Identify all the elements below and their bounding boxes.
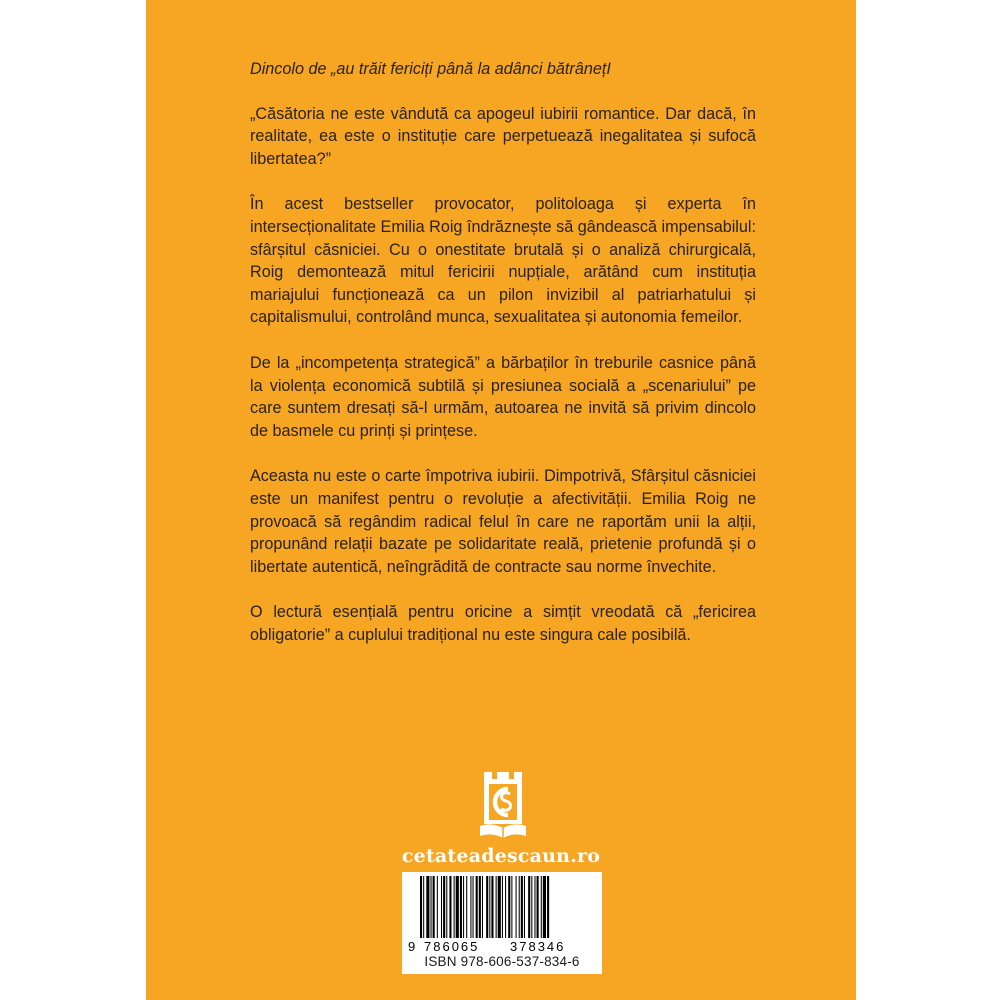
barcode-bar (443, 876, 445, 938)
isbn-number: ISBN 978-606-537-834-6 (424, 954, 580, 969)
barcode-bar (521, 876, 523, 938)
barcode-bar (463, 876, 464, 938)
barcode-bar (491, 876, 493, 938)
barcode-digit-prefix: 9 (408, 939, 416, 954)
blurb-text (250, 58, 756, 669)
barcode-bar (454, 876, 455, 938)
barcode-bar (489, 876, 490, 938)
barcode-bar (524, 876, 525, 938)
barcode-bar (449, 876, 451, 938)
barcode-bar (508, 876, 510, 938)
barcode-bar (486, 876, 488, 938)
barcode-bar (456, 876, 459, 938)
book-back-cover (146, 0, 856, 1000)
blurb-paragraph: „Căsătoria ne este vândută ca apogeul iubirii romantice. Dar dacă, în realitate, ea este o instituție care perpetuează inegalitatea și sufocă libertatea?” (250, 104, 756, 168)
barcode-bar (460, 876, 462, 938)
barcode-bar (537, 876, 539, 938)
barcode-bar (534, 876, 535, 938)
barcode-bar (528, 876, 530, 938)
barcode-bar (466, 876, 467, 938)
barcode-bar (437, 876, 438, 938)
barcode-bar (531, 876, 532, 938)
subtitle: Dincolo de „au trăit fericiți până la adânci bătrânețI (250, 60, 611, 78)
barcode-bar (511, 876, 512, 938)
barcode-bar (498, 876, 501, 938)
publisher-logo-icon (480, 770, 526, 840)
barcode-bar (519, 876, 520, 938)
barcode-bar (473, 876, 474, 938)
barcode-bar (426, 876, 429, 938)
barcode-bar (482, 876, 483, 938)
barcode-bar (420, 876, 422, 938)
barcode-bar (423, 876, 424, 938)
publisher-website: cetateadescaun.ro (401, 845, 601, 867)
barcode-digits-group2: 378346 (510, 939, 566, 954)
barcode-bar (502, 876, 503, 938)
blurb-paragraph: De la „incompetența strategică” a bărbaților în treburile casnice până la violența economică subtilă și presiunea socială a „scenariului” pe care suntem dresați să-l urmăm, autoarea ne invită să privim dincolo de basmele cu prinți și prințese. (250, 353, 756, 440)
blurb-paragraph: Aceasta nu este o carte împotriva iubirii. Dimpotrivă, Sfârșitul căsniciei este un manifest pentru o revoluție a afectivității. Emilia Roig ne provoacă să regândim radical felul în care ne raportăm unii la alții, propunând relații bazate pe solidaritate reală, prietenie profundă și o libertate autentică, neîngrădită de contracte sau norme învechite. (250, 467, 756, 576)
barcode (402, 872, 602, 974)
barcode-bar (547, 876, 549, 938)
barcode-bar (505, 876, 506, 938)
barcode-bar (543, 876, 546, 938)
barcode-bar (446, 876, 447, 938)
barcode-bar (431, 876, 432, 938)
barcode-bar (541, 876, 542, 938)
barcode-bar (470, 876, 471, 938)
blurb-paragraph: O lectură esențială pentru oricine a simțit vreodată că „fericirea obligatorie” a cuplului tradițional nu este singura cale posibilă. (250, 603, 756, 644)
barcode-bar (496, 876, 497, 938)
barcode-bar (516, 876, 517, 938)
barcode-bar (476, 876, 478, 938)
barcode-bars (402, 872, 602, 954)
barcode-digits-group1: 786065 (424, 939, 480, 954)
barcode-bar (441, 876, 442, 938)
blurb-paragraph: În acest bestseller provocator, politoloaga și experta în intersecționalitate Emilia Roig îndrăznește să gândească impensabilul: sfârșitul căsniciei. Cu o onestitate brutală și o analiză chirurgicală, Roig demontează mitul fericirii nupțiale, arătând cum instituția mariajului funcționează ca un pilon invizibil al patriarhatului și capitalismului, controlând munca, sexualitatea și autonomia femeilor. (250, 195, 756, 327)
barcode-bar (433, 876, 435, 938)
barcode-bar (479, 876, 481, 938)
